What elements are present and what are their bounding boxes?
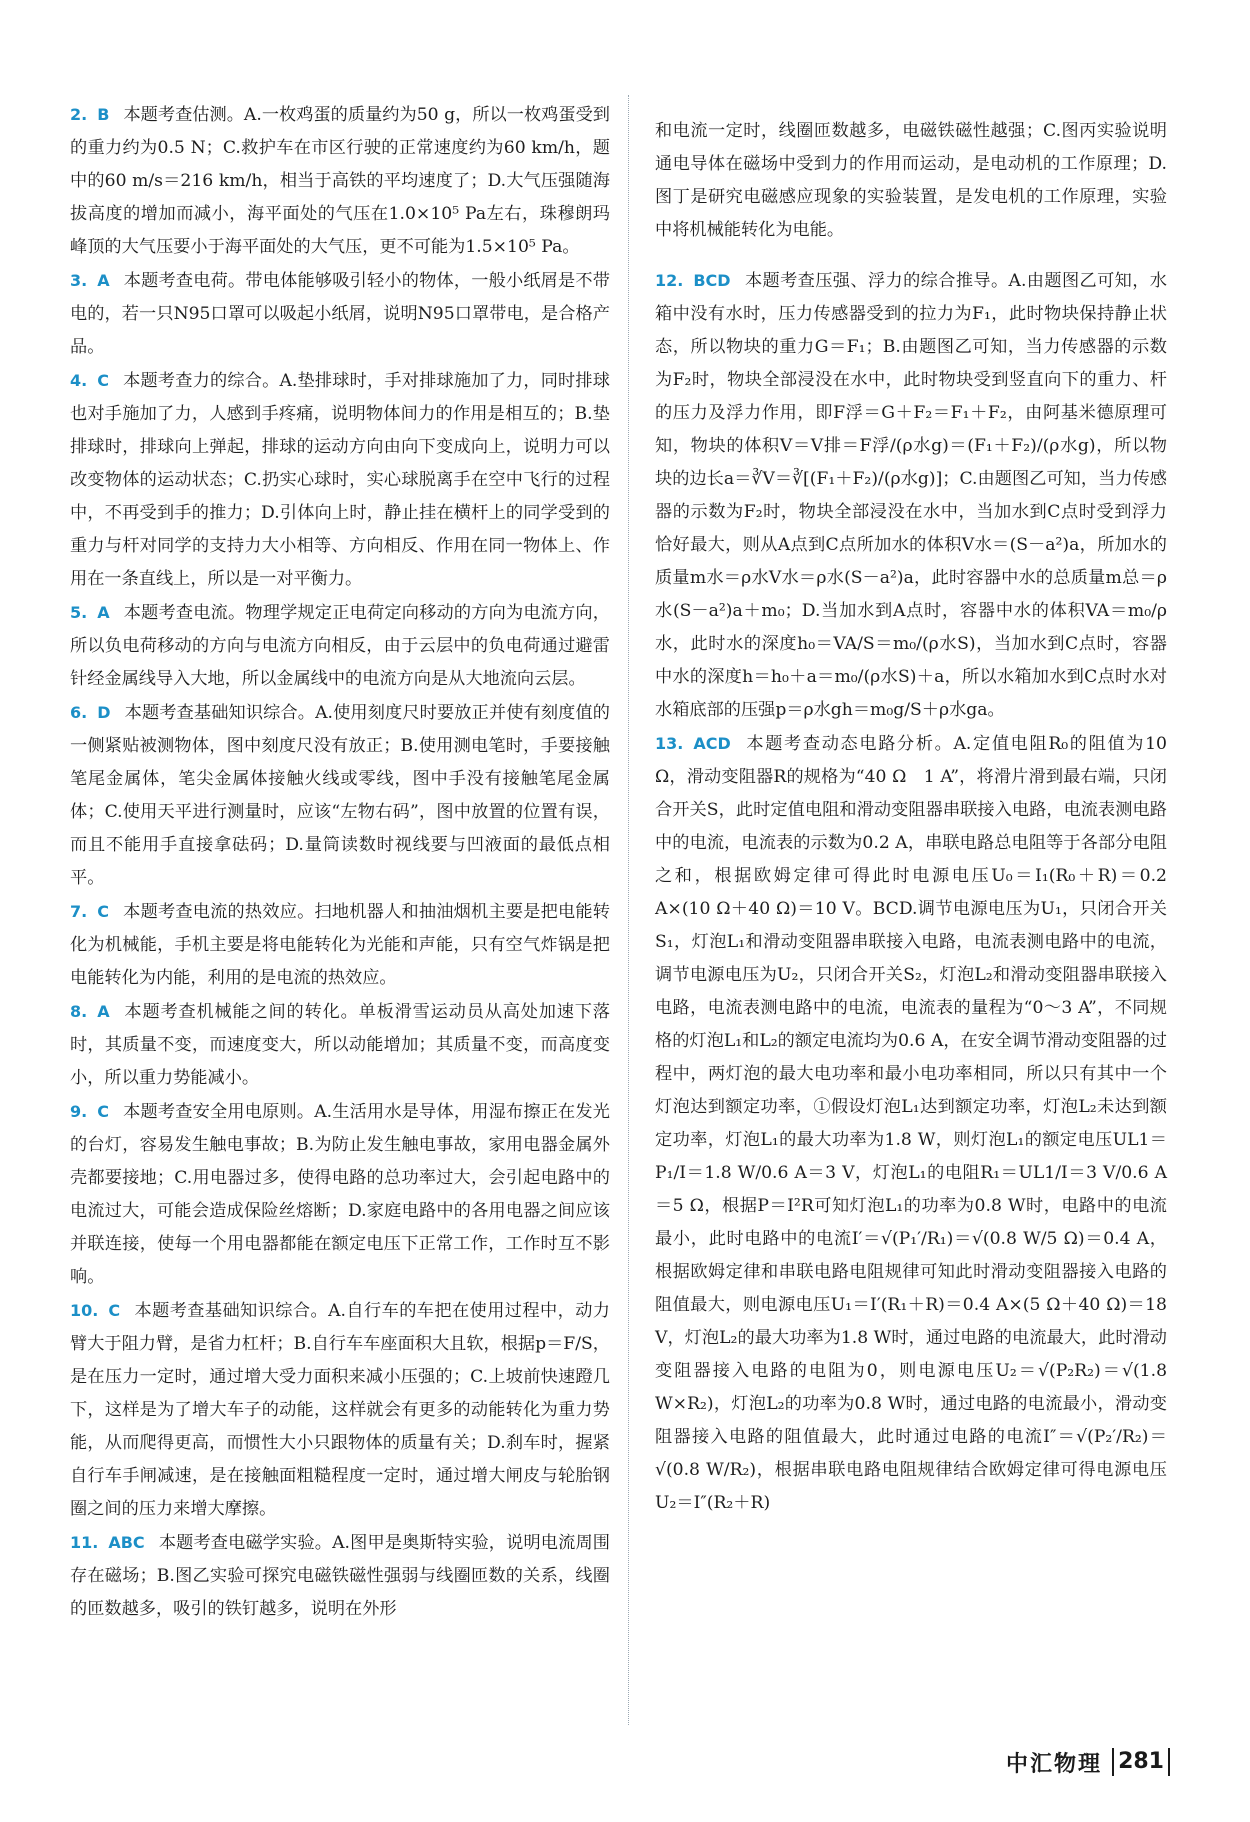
question-number: 4. (70, 371, 88, 390)
answer-entry-7 (70, 895, 610, 995)
answer-explanation: 本题考查基础知识综合。A.自行车的车把在使用过程中，动力臂大于阻力臂，是省力杠杆；B.自行车车座面积大且软，根据p＝F/S，是在压力一定时，通过增大受力面积来减小压强的；C.上坡前快速蹬几下，这样是为了增大车子的动能，这样就会有更多的动能转化为重力势能，从而爬得更高，而惯性大小只跟物体的质量有关；D.刹车时，握紧自行车手闸减速，是在接触面粗糙程度一定时，通过增大闸皮与轮胎钢圈之间的压力来增大摩擦。 (70, 1301, 610, 1519)
answer-explanation: 本题考查动态电路分析。A.定值电阻R₀的阻值为10 Ω，滑动变阻器R的规格为“40 Ω 1 A”，将滑片滑到最右端，只闭合开关S，此时定值电阻和滑动变阻器串联接入电路，电流表测电路中的电流，电流表的示数为0.2 A，串联电路总电阻等于各部分电阻之和，根据欧姆定律可得此时电源电压U₀＝I₁(R₀＋R)＝0.2 A×(10 Ω＋40 Ω)＝10 V。BCD.调节电源电压为U₁，只闭合开关S₁，灯泡L₁和滑动变阻器串联接入电路，电流表测电路中的电流，调节电源电压为U₂，只闭合开关S₂，灯泡L₂和滑动变阻器串联接入电路，电流表测电路中的电流，电流表的量程为“0～3 A”，不同规格的灯泡L₁和L₂的额定电流均为0.6 A，在安全调节滑动变阻器的过程中，两灯泡的最大电功率和最小电功率相同，所以只有其中一个灯泡达到额定功率，①假设灯泡L₁达到额定功率，灯泡L₂未达到额定功率，灯泡L₁的最大功率为1.8 W，则灯泡L₁的额定电压UL1＝P₁/I＝1.8 W/0.6 A＝3 V，灯泡L₁的电阻R₁＝UL1/I＝3 V/0.6 A＝5 Ω，根据P＝I²R可知灯泡L₁的功率为0.8 W时，电路中的电流最小，此时电路中的电流I′＝√(P₁′/R₁)＝√(0.8 W/5 Ω)＝0.4 A，根据欧姆定律和串联电路电阻规律可知此时滑动变阻器接入电路的阻值最大，则电源电压U₁＝I′(R₁＋R)＝0.4 A×(5 Ω＋40 Ω)＝18 V，灯泡L₂的最大功率为1.8 W时，通过电路的电流最大，此时滑动变阻器接入电路的电阻为0，则电源电压U₂＝√(P₂R₂)＝√(1.8 W×R₂)，灯泡L₂的功率为0.8 W时，通过电路的电流最小，滑动变阻器接入电路的阻值最大，此时通过电路的电流I″＝√(P₂′/R₂)＝√(0.8 W/R₂)，根据串联电路电阻规律结合欧姆定律可得电源电压U₂＝I″(R₂＋R) (655, 734, 1173, 1514)
answer-key: C (97, 371, 109, 390)
answer-explanation: 本题考查电磁学实验。A.图甲是奥斯特实验，说明电流周围存在磁场；B.图乙实验可探究电磁铁磁性强弱与线圈匝数的关系，线圈的匝数越多，吸引的铁钉越多，说明在外形 (70, 1533, 610, 1619)
answer-key: BCD (693, 271, 731, 291)
answer-explanation: 本题考查力的综合。A.垫排球时，手对排球施加了力，同时排球也对手施加了力，人感到手疼痛，说明物体间力的作用是相互的；B.垫排球时，排球向上弹起，排球的运动方向由向下变成向上，说明力可以改变物体的运动状态；C.扔实心球时，实心球脱离手在空中飞行的过程中，不再受到手的推力；D.引体向上时，静止挂在横杆上的同学受到的重力与杆对同学的支持力大小相等、方向相反、作用在同一物体上、作用在一条直线上，所以是一对平衡力。 (70, 371, 610, 589)
answer-entry-5 (70, 596, 610, 696)
question-number: 3. (70, 271, 88, 290)
answer-key: C (97, 902, 109, 921)
answer-entry-3 (70, 264, 610, 364)
answer-explanation: 本题考查电流。物理学规定正电荷定向移动的方向为电流方向，所以负电荷移动的方向与电流方向相反，由于云层中的负电荷通过避雷针经金属线导入大地，所以金属线中的电流方向是从大地流向云层。 (70, 603, 610, 689)
page-footer (1006, 1742, 1170, 1782)
answer-key: C (97, 1102, 109, 1121)
answer-key: A (97, 271, 110, 290)
question-number: 2. (70, 105, 88, 124)
answer-key: A (97, 1002, 110, 1021)
answer-explanation: 本题考查压强、浮力的综合推导。A.由题图乙可知，水箱中没有水时，压力传感器受到的拉力为F₁，此时物块保持静止状态，所以物块的重力G＝F₁；B.由题图乙可知，当力传感器的示数为F₂时，物块全部浸没在水中，此时物块受到竖直向下的重力、杆的压力及浮力作用，即F浮＝G＋F₂＝F₁＋F₂，由阿基米德原理可知，物块的体积V＝V排＝F浮/(ρ水g)＝(F₁＋F₂)/(ρ水g)，所以物块的边长a＝∛V＝∛[(F₁＋F₂)/(ρ水g)]；C.由题图乙可知，当力传感器的示数为F₂时，物块全部浸没在水中，当加水到C点时受到浮力恰好最大，则从A点到C点所加水的体积V水＝(S－a²)a，所加水的质量m水＝ρ水V水＝ρ水(S－a²)a，此时容器中水的总质量m总＝ρ水(S－a²)a＋m₀；D.当加水到A点时，容器中水的体积VA＝m₀/ρ水，此时水的深度h₀＝VA/S＝m₀/(ρ水S)，当加水到C点时，容器中水的深度h＝h₀＋a＝m₀/(ρ水S)＋a，所以水箱加水到C点时水对水箱底部的压强p＝ρ水gh＝m₀g/S＋ρ水ga。 (655, 271, 1167, 721)
answer-explanation: 本题考查估测。A.一枚鸡蛋的质量约为50 g，所以一枚鸡蛋受到的重力约为0.5 N；C.救护车在市区行驶的正常速度约为60 km/h，题中的60 m/s＝216 km/h，相当于高铁的平均速度了；D.大气压强随海拔高度的增加而减小，海平面处的气压在1.0×10⁵ Pa左右，珠穆朗玛峰顶的大气压要小于海平面处的大气压，更不可能为1.5×10⁵ Pa。 (70, 105, 610, 257)
answer-entry-13 (655, 727, 1173, 1520)
answer-entry-4 (70, 364, 610, 596)
answer-entry-6 (70, 696, 610, 895)
answer-explanation: 本题考查基础知识综合。A.使用刻度尺时要放正并使有刻度值的一侧紧贴被测物体，图中刻度尺没有放正；B.使用测电笔时，手要接触笔尾金属体，笔尖金属体接触火线或零线，图中手没有接触笔尾金属体；C.使用天平进行测量时，应该“左物右码”，图中放置的位置有误，而且不能用手直接拿砝码；D.量筒读数时视线要与凹液面的最低点相平。 (70, 703, 610, 888)
right-column (655, 98, 1173, 1520)
page-number: 281 (1112, 1748, 1170, 1776)
answer-explanation: 本题考查机械能之间的转化。单板滑雪运动员从高处加速下落时，其质量不变，而速度变大，所以动能增加；其质量不变，而高度变小，所以重力势能减小。 (70, 1002, 610, 1088)
answer-entry-11 (70, 1526, 610, 1626)
column-divider (628, 95, 629, 1725)
question-number: 12. (655, 271, 684, 291)
answer-key: C (108, 1301, 121, 1320)
question-number: 8. (70, 1002, 88, 1021)
answer-key: B (97, 105, 110, 124)
answer-entry-2 (70, 98, 610, 264)
answer-explanation: 本题考查电荷。带电体能够吸引轻小的物体，一般小纸屑是不带电的，若一只N95口罩可以吸起小纸屑，说明N95口罩带电，是合格产品。 (70, 271, 610, 357)
left-column (70, 98, 610, 1626)
answer-entry-9 (70, 1095, 610, 1294)
answer-key: D (97, 703, 111, 722)
answer-key: ACD (693, 734, 731, 754)
continued-text: 和电流一定时，线圈匝数越多，电磁铁磁性越强；C.图丙实验说明通电导体在磁场中受到力的作用而运动，是电动机的工作原理；D.图丁是研究电磁感应现象的实验装置，是发电机的工作原理，实验中将机械能转化为电能。 (655, 121, 1167, 241)
answer-entry-10 (70, 1294, 610, 1526)
book-brand: 中汇物理 (1006, 1751, 1103, 1777)
answer-key: ABC (108, 1533, 145, 1552)
question-number: 6. (70, 703, 88, 722)
question-number: 9. (70, 1102, 88, 1121)
answer-entry-8 (70, 995, 610, 1095)
question-number: 11. (70, 1533, 99, 1552)
question-number: 7. (70, 902, 88, 921)
answer-key: A (97, 603, 110, 622)
answer-explanation: 本题考查安全用电原则。A.生活用水是导体，用湿布擦正在发光的台灯，容易发生触电事故；B.为防止发生触电事故，家用电器金属外壳都要接地；C.用电器过多，使得电路的总功率过大，会引起电路中的电流过大，可能会造成保险丝熔断；D.家庭电路中的各用电器之间应该并联连接，使每一个用电器都能在额定电压下正常工作，工作时互不影响。 (70, 1102, 610, 1287)
answer-entry-12 (655, 264, 1167, 727)
question-number: 5. (70, 603, 88, 622)
answer-explanation: 本题考查电流的热效应。扫地机器人和抽油烟机主要是把电能转化为机械能，手机主要是将电能转化为光能和声能，只有空气炸锅是把电能转化为内能，利用的是电流的热效应。 (70, 902, 610, 988)
question-number: 13. (655, 734, 684, 754)
question-number: 10. (70, 1301, 99, 1320)
